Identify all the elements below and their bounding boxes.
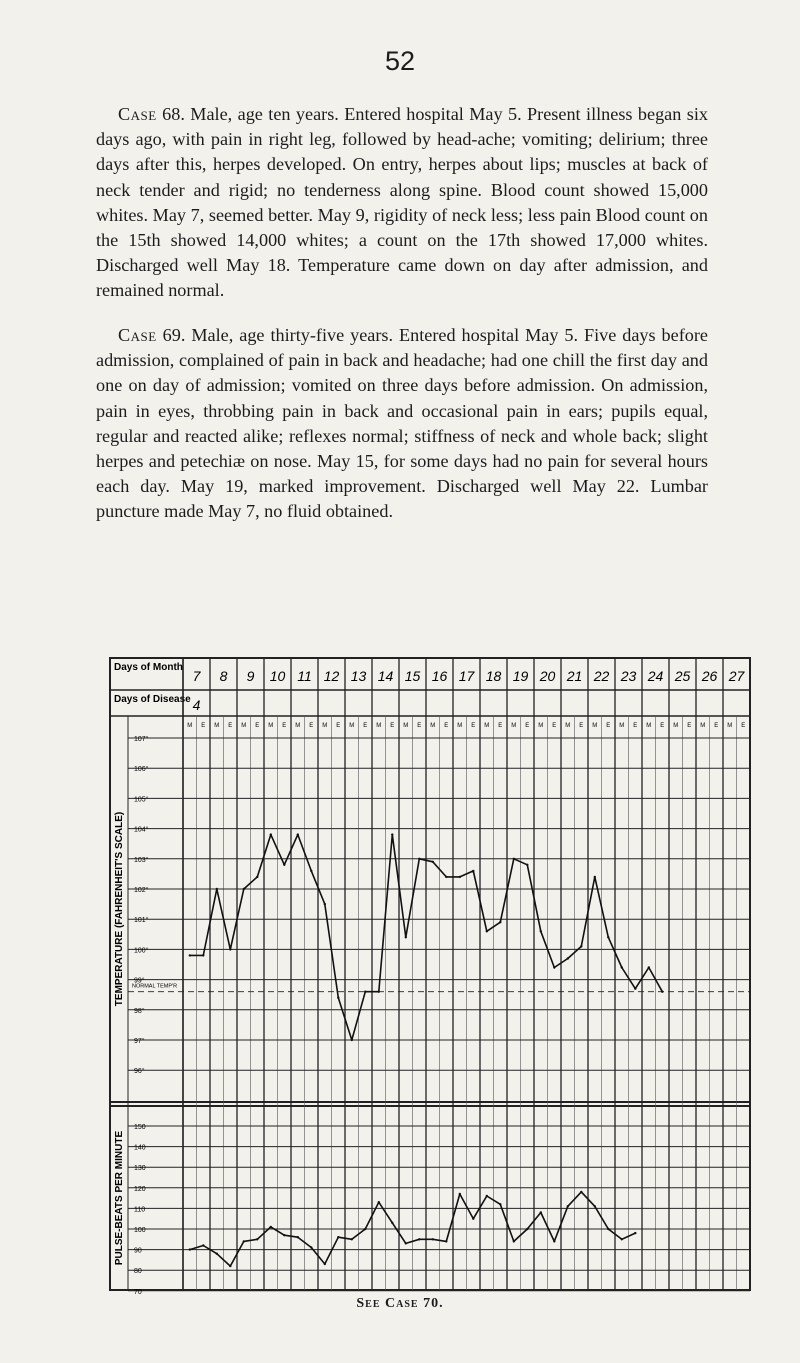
temperature-series-line-point [513,858,515,860]
temperature-series-line-point [310,870,312,872]
evening-mark: E [606,723,611,729]
temperature-series-line-point [580,945,582,947]
temperature-series-line-point [486,930,488,932]
normal-temperature-label: NORMAL TEMP'R [132,983,178,990]
evening-mark: E [525,723,530,729]
temperature-tick-label: 99° [134,977,145,985]
pulse-series-line-point [499,1203,501,1205]
case-68-body: Male, age ten years. Entered hospital May 5. Present illness began six days ago, with pain in right leg, followed by head-ache; vomiting; delirium; three days after this, herpes developed. On entry, herpes about lips; muscles at back of neck tender and rigid; no tenderness along spine. Blood count showed 15,000 whites. May 7, seemed better. May 9, rigidity of neck less; less pain Blood count on the 15th showed 14,000 whites; a count on the 17th showed 17,000 whites. Discharged well May 18. Temperature came down on day after admission, and remained normal. [96,104,708,301]
pulse-series-line-point [270,1226,272,1228]
day-of-month-value: 10 [269,668,286,684]
pulse-series-line-point [364,1228,366,1230]
morning-mark: M [538,723,544,729]
pulse-axis-label: PULSE-BEATS PER MINUTE [114,1130,125,1266]
footer-note: See Case 70. [356,1296,444,1311]
temperature-series-line-point [459,876,461,878]
day-of-disease-value: 4 [192,697,201,713]
evening-mark: E [714,723,719,729]
pulse-series-line-point [337,1236,339,1238]
pulse-tick-label: 100 [134,1227,146,1234]
pulse-series-line-point [310,1246,312,1248]
pulse-series-line-point [486,1195,488,1197]
temperature-series-line-point [472,870,474,872]
temperature-tick-label: 106° [134,766,149,774]
evening-mark: E [255,723,260,729]
temperature-tick-label: 98° [134,1007,145,1015]
evening-mark: E [417,723,422,729]
pulse-tick-label: 150 [134,1124,146,1131]
temperature-series-line-point [243,888,245,890]
day-of-month-value: 22 [593,668,610,684]
pulse-tick-label: 110 [134,1206,146,1214]
evening-mark: E [201,723,206,729]
temperature-series-line-point [324,903,326,905]
pulse-tick-label: 90 [134,1247,142,1255]
temperature-series-line-point [364,991,366,993]
evening-mark: E [741,723,746,729]
morning-mark: M [322,723,328,729]
day-of-month-value: 16 [431,668,448,684]
temperature-series-line-point [621,966,623,968]
page-number: 52 [384,46,416,76]
evening-mark: E [309,723,314,729]
pulse-series-line-point [189,1248,191,1250]
morning-mark: M [376,723,382,729]
morning-mark: M [430,723,436,729]
temperature-series-line-point [297,833,299,835]
day-of-month-value: 26 [701,668,718,684]
day-of-month-value: 8 [219,668,228,684]
pulse-series-line-point [607,1228,609,1230]
day-of-month-value: 11 [297,668,312,684]
pulse-series-line-point [432,1238,434,1240]
pulse-tick-label: 140 [134,1144,146,1152]
morning-mark: M [673,723,679,729]
day-of-month-value: 17 [458,668,475,684]
day-of-month-value: 14 [377,668,394,684]
pulse-series-line-point [229,1265,231,1267]
temperature-series-line-point [391,833,393,835]
pulse-series-line-point [202,1244,204,1246]
pulse-series-line-point [256,1238,258,1240]
days-of-disease-label: Days of Disease [114,694,191,705]
temperature-series-line-point [594,876,596,878]
pulse-series-line-point [351,1238,353,1240]
temperature-series-line-point [405,936,407,938]
pulse-series-line-point [324,1263,326,1265]
evening-mark: E [687,723,692,729]
pulse-series-line-point [553,1240,555,1242]
temperature-series-line-point [189,954,191,956]
temperature-series-line-point [648,966,650,968]
temperature-series-line-point [202,954,204,956]
day-of-month-value: 20 [539,668,556,684]
temperature-series-line-point [418,858,420,860]
temperature-series-line-point [499,921,501,923]
temperature-tick-label: 107° [134,736,149,743]
temperature-series-line-point [607,936,609,938]
pulse-series-line-point [621,1238,623,1240]
morning-mark: M [295,723,301,729]
pulse-series-line-point [513,1240,515,1242]
evening-mark: E [390,723,395,729]
evening-mark: E [228,723,233,729]
evening-mark: E [660,723,665,729]
evening-mark: E [444,723,449,729]
case-69-number: 69. [162,325,186,345]
temperature-series-line-point [216,888,218,890]
pulse-series-line-point [445,1240,447,1242]
morning-mark: M [619,723,625,729]
day-of-month-value: 15 [404,668,421,684]
morning-mark: M [214,723,220,729]
evening-mark: E [363,723,368,729]
pulse-series-line-point [283,1234,285,1236]
temperature-series-line-point [270,833,272,835]
case-69-heading: Case [118,325,157,345]
evening-mark: E [633,723,638,729]
pulse-series-line-point [634,1232,636,1234]
temperature-tick-label: 100° [134,947,149,955]
day-of-month-value: 7 [192,668,201,684]
morning-mark: M [511,723,517,729]
pulse-series-line-point [526,1228,528,1230]
morning-mark: M [457,723,463,729]
morning-mark: M [646,723,652,729]
temperature-tick-label: 105° [134,796,149,804]
case-68-number: 68. [162,104,185,124]
temperature-series-line-point [256,876,258,878]
day-of-month-value: 21 [566,668,583,684]
pulse-series-line-point [418,1238,420,1240]
temperature-series-line-point [540,930,542,932]
day-of-month-value: 12 [323,668,340,684]
day-of-month-value: 25 [674,668,691,684]
pulse-series-line-point [594,1205,596,1207]
temperature-series-line-point [567,957,569,959]
temperature-tick-label: 101° [134,917,149,925]
temperature-series-line-point [432,861,434,863]
pulse-tick-label: 130 [134,1165,146,1173]
temperature-series-line-point [378,991,380,993]
morning-mark: M [727,723,733,729]
temperature-tick-label: 96° [134,1068,145,1076]
pulse-series-line-point [297,1236,299,1238]
evening-mark: E [336,723,341,729]
morning-mark: M [403,723,409,729]
morning-mark: M [241,723,247,729]
temperature-tick-label: 103° [134,856,149,864]
pulse-series-line-point [391,1222,393,1224]
evening-mark: E [579,723,584,729]
pulse-series-line-point [472,1218,474,1220]
day-of-month-value: 18 [485,668,502,684]
pulse-series-line-point [567,1205,569,1207]
evening-mark: E [498,723,503,729]
morning-mark: M [268,723,274,729]
temperature-series-line-point [283,864,285,866]
pulse-tick-label: 120 [134,1185,146,1193]
case-69-body: Male, age thirty-five years. Entered hospital May 5. Five days before admission, complained of pain in back and headache; had one chill the first day and one on day of admission; vomited on three days before admission. On admission, pain in eyes, throbbing pain in back and occasional pain in ears; pupils equal, regular and reacted alike; reflexes normal; stiffness of neck and whole back; slight herpes and petechiæ on nose. May 15, for some days had no pain for several hours each day. May 19, marked improvement. Discharged well May 22. Lumbar puncture made May 7, no fluid obtained. [96,325,709,522]
temperature-tick-label: 104° [134,826,149,834]
temperature-series-line-point [445,876,447,878]
pulse-series-line-point [378,1201,380,1203]
temperature-series-line-point [229,948,231,950]
day-of-month-value: 13 [350,668,367,684]
pulse-series-line-point [405,1242,407,1244]
temperature-series-line-point [661,991,663,993]
day-of-month-value: 27 [728,668,745,684]
evening-mark: E [471,723,476,729]
morning-mark: M [592,723,598,729]
temperature-tick-label: 97° [134,1038,145,1045]
temperature-series-line-point [553,966,555,968]
pulse-series-line-point [243,1240,245,1242]
chart-frame [110,658,750,1290]
morning-mark: M [349,723,355,729]
day-of-month-value: 23 [620,668,637,684]
pulse-series-line-point [580,1191,582,1193]
temperature-series-line-point [337,997,339,999]
morning-mark: M [187,723,193,729]
morning-mark: M [484,723,490,729]
days-of-month-label: Days of Month [114,662,183,673]
pulse-tick-label: 80 [134,1268,142,1276]
pulse-series-line-point [216,1253,218,1255]
evening-mark: E [282,723,287,729]
case-68-heading: Case [118,104,157,124]
temperature-series-line-point [351,1039,353,1041]
day-of-month-value: 24 [647,668,664,684]
day-of-month-value: 19 [512,668,529,684]
temperature-series-line-point [526,864,528,866]
morning-mark: M [565,723,571,729]
temperature-series-line-point [634,988,636,990]
evening-mark: E [552,723,557,729]
temperature-tick-label: 102° [134,887,149,894]
temperature-axis-label: TEMPERATURE (FAHRENHEIT'S SCALE) [114,811,125,1007]
pulse-series-line-point [540,1211,542,1213]
morning-mark: M [700,723,706,729]
pulse-series-line-point [459,1193,461,1195]
day-of-month-value: 9 [246,668,255,684]
pulse-tick-label: 70 [134,1288,142,1296]
